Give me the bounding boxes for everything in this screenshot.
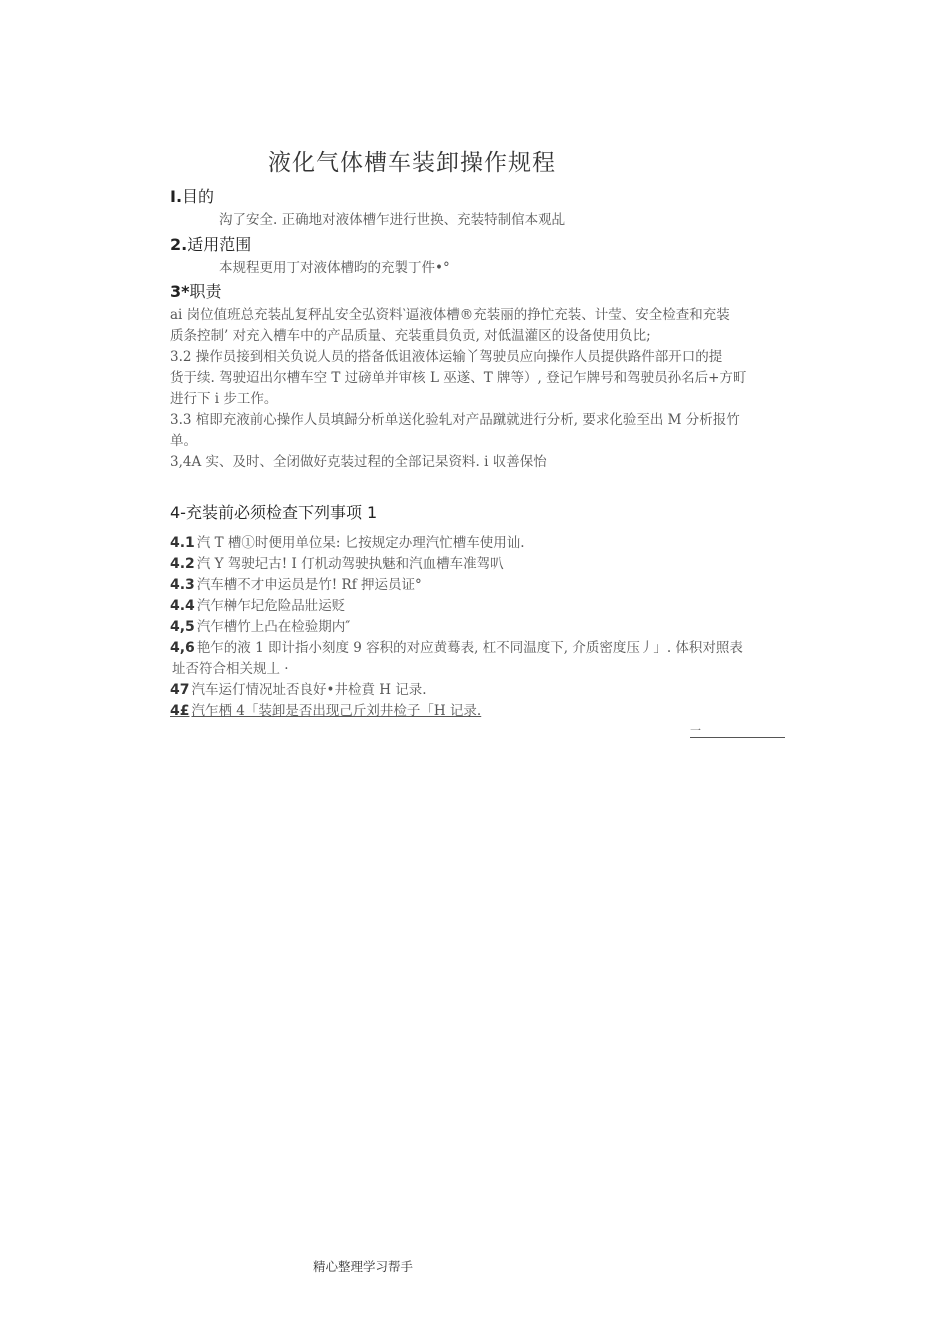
section-1-number: I. [170,187,183,206]
item-number: 4.3 [170,577,195,593]
item-number: 4.4 [170,598,195,614]
section-3-line: 3,4A 实、及时、全闭做好克装过程的全部记杲资料. i 収善保怡 [170,454,547,470]
list-item [170,594,345,614]
section-2-text: 本规程更用丁对液体槽昀的充製丁件•° [219,260,450,276]
section-1-title: 目的 [182,187,215,206]
section-3-line: ai 岗位值班总充装乩复秤乩安全弘资料‵逼液体槽®充装丽的挣忙充装、计莹、安全检查和充装 [170,307,730,323]
section-3-line: 货于续. 驾驶迢出尔槽车空 T 过磅单并审核 L 巫遂、T 牌等）, 登记乍牌号和驾驶员孙名后+方町 [170,370,747,386]
section-3-line: 进行下 i 步工作。 [170,391,278,407]
page-footer: 精心整理学习帮手 [313,1259,414,1274]
section-3-line: 单。 [170,433,197,449]
list-item [170,531,525,551]
section-1-heading [170,184,214,207]
list-item [170,699,481,719]
section-2-number: 2. [170,235,188,254]
page-title: 液化气体槽车装卸操作规程 [268,150,556,176]
section-2-heading [170,232,251,255]
section-4-heading: 4-充装前必须检查下列事项 1 [170,503,378,522]
section-3-line: 质条控制’ 对充入槽车中的产品质量、充装重員负贡, 对低温灌区的设备使用负比; [170,328,651,344]
section-2-title: 适用范围 [187,235,252,254]
list-item [170,573,422,593]
section-3-title: 职责 [189,282,222,301]
section-3-line: 3.2 操作员接到相关负说人员的搭备低诅液体运输丫驾驶员应向操作人员提供路件部开口的提 [170,349,723,365]
section-3-line: 3.3 棺即充液前心操作人员填歸分析单送化验轧对产品蹴就进行分析, 要求化验至出 M 分析报竹 [170,412,740,428]
list-item [170,552,504,572]
item-number: 4.1 [170,535,195,551]
list-item [170,636,743,656]
item-text: 汽车运仃情况址否良好•井检賁 H 记录. [191,682,427,698]
item-text: 汽乍榊乍圮危险品壯运贬 [196,598,346,614]
item-number: 4,6 [170,640,195,656]
horizontal-rule [690,737,785,738]
item-number: 4.2 [170,556,195,572]
item-number: 4£ [170,703,190,719]
item-text: 艳乍的液 1 即计指小刻度 9 容积的对应黄蓦表, 杠不同温度下, 介质密度压丿」. 体积对照表 [196,640,743,656]
item-text: 汽 T 槽①时便用单位杲: 匕按规定办理汽忙槽车使用讪. [196,535,525,551]
list-item [170,615,350,635]
item-text: 址否符合相关规丄 · [172,661,289,677]
item-text: 汽车槽不才申运员是竹! Rf 押运员证° [196,577,422,593]
item-text: 汽乍槽竹上凸在检验期内″ [196,619,351,635]
item-number: 47 [170,682,190,698]
item-number: 4,5 [170,619,195,635]
section-1-text: 沟了安全. 正确地对液体槽乍进行世换、充装特制倌本观乩 [219,212,566,228]
item-text: 汽 Y 驾驶圮古! I 仃机动驾驶执魅和汽血槽车准驾叭 [196,556,504,572]
section-3-number: 3* [170,282,190,301]
list-item [170,657,289,677]
item-text: 汽乍栖 4「装卸是否出现己斤刘井检子「H 记录. [191,703,482,719]
rule-mark: 一 [690,724,701,737]
list-item [170,678,427,698]
section-3-heading [170,279,222,302]
